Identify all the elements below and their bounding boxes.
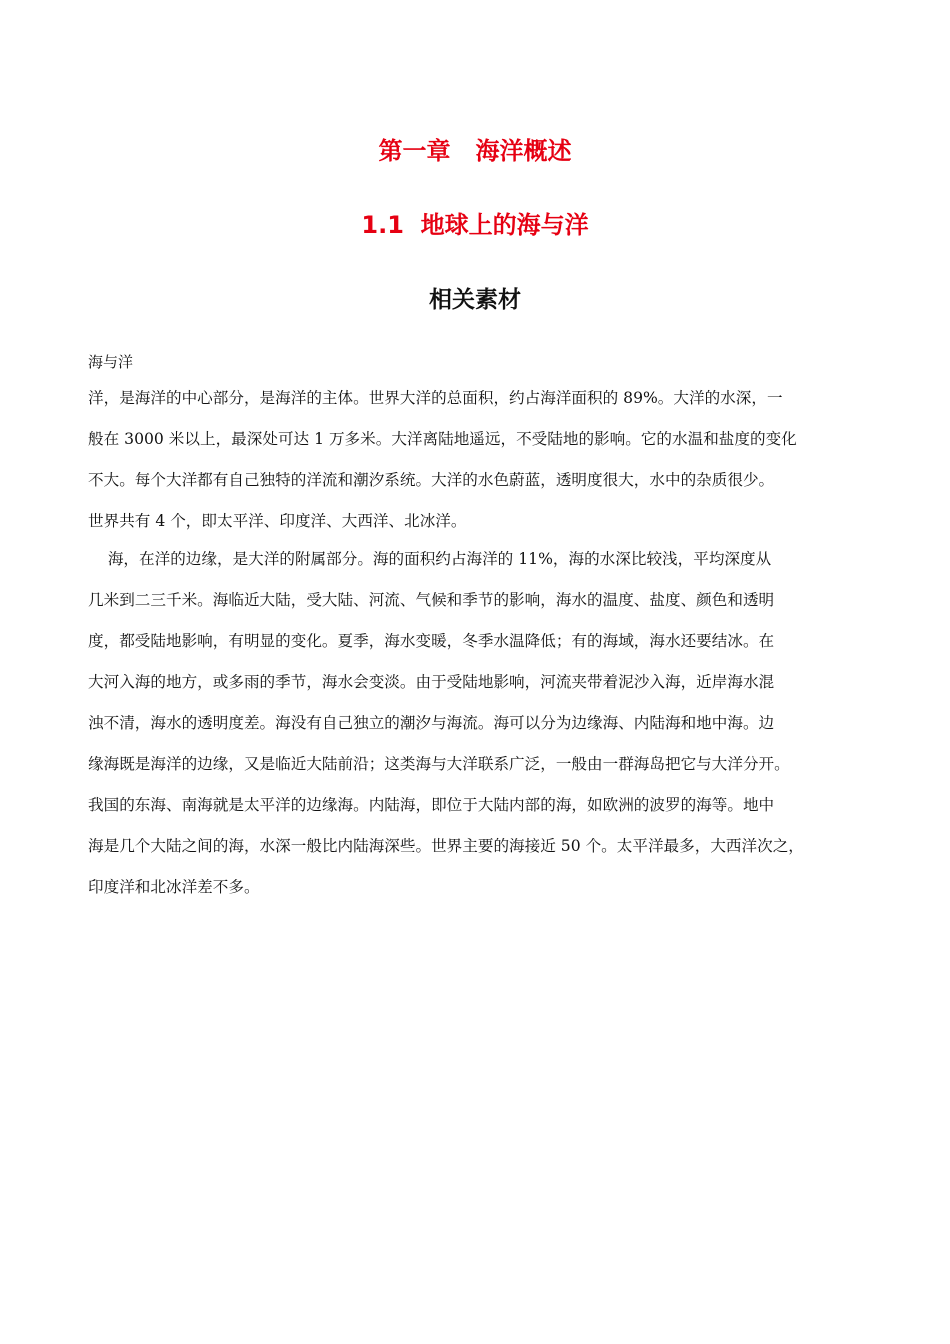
body-line-10: 缘海既是海洋的边缘，又是临近大陆前沿；这类海与大洋联系广泛，一般由一群海岛把它与大洋分开。: [88, 755, 790, 773]
body-line-1: 洋，是海洋的中心部分，是海洋的主体。世界大洋的总面积，约占海洋面积的 89%。大洋的水深，一: [88, 389, 783, 407]
body-line-8: 大河入海的地方，或多雨的季节，海水会变淡。由于受陆地影响，河流夹带着泥沙入海，近岸海水混: [88, 673, 775, 691]
body-line-7: 度，都受陆地影响，有明显的变化。夏季，海水变暖，冬季水温降低；有的海域，海水还要结冰。在: [88, 632, 775, 650]
body-line-3: 不大。每个大洋都有自己独特的洋流和潮汐系统。大洋的水色蔚蓝，透明度很大，水中的杂质很少。: [88, 471, 775, 489]
body-line-2: 般在 3000 米以上，最深处可达 1 万多米。大洋离陆地遥远，不受陆地的影响。它的水温和盐度的变化: [88, 430, 797, 448]
body-line-4: 世界共有 4 个，即太平洋、印度洋、大西洋、北冰洋。: [88, 512, 467, 530]
body-line-5: 海，在洋的边缘，是大洋的附属部分。海的面积约占海洋的 11%，海的水深比较浅，平均深度从: [88, 550, 772, 568]
materials-title: 相关素材: [429, 287, 521, 313]
body-line-9: 浊不清，海水的透明度差。海没有自己独立的潮汐与海流。海可以分为边缘海、内陆海和地中海。边: [88, 714, 775, 732]
section-title: 1.1 地球上的海与洋: [361, 211, 589, 239]
body-line-11: 我国的东海、南海就是太平洋的边缘海。内陆海，即位于大陆内部的海，如欧洲的波罗的海等。地中: [88, 796, 775, 814]
body-line-13: 印度洋和北冰洋差不多。: [88, 878, 260, 896]
chapter-title: 第一章 海洋概述: [378, 137, 572, 165]
body-line-12: 海是几个大陆之间的海，水深一般比内陆海深些。世界主要的海接近 50 个。太平洋最多，大西洋次之，: [88, 837, 804, 855]
subheading: 海与洋: [88, 353, 134, 371]
body-line-6: 几米到二三千米。海临近大陆，受大陆、河流、气候和季节的影响，海水的温度、盐度、颜色和透明: [88, 591, 775, 609]
